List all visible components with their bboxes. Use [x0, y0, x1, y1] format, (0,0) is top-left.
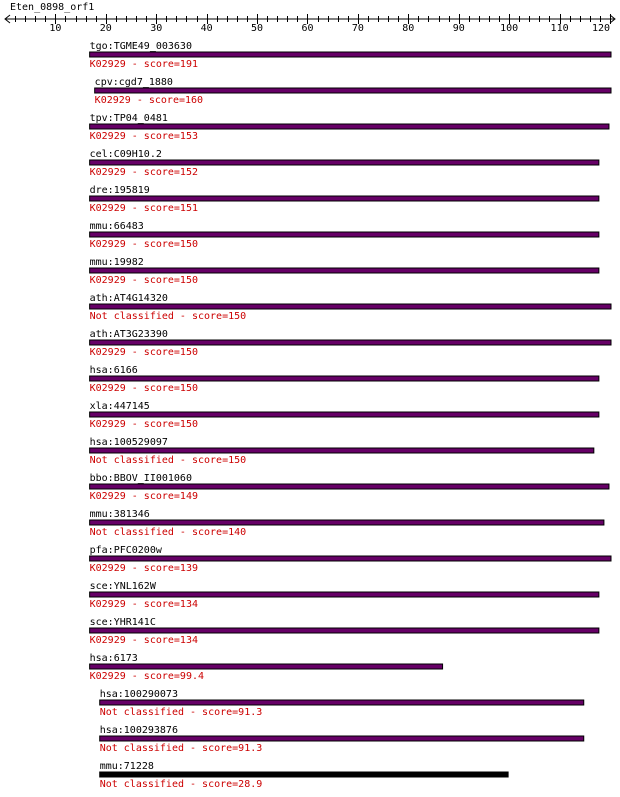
hit-score-label: Not classified - score=28.9 — [99, 779, 263, 790]
hit-bar[interactable] — [100, 700, 584, 705]
hit-bar[interactable] — [90, 376, 599, 381]
hit-name[interactable]: mmu:71228 — [99, 761, 154, 772]
hit-name[interactable]: hsa:100290073 — [99, 689, 178, 700]
hit-score-label: Not classified - score=150 — [89, 455, 247, 466]
hit-name[interactable]: pfa:PFC0200w — [89, 545, 162, 556]
hit-row[interactable] — [90, 581, 599, 610]
hit-score-label: Not classified - score=91.3 — [99, 743, 263, 754]
ruler-tick-label: 110 — [550, 23, 569, 34]
hit-score-label: Not classified - score=150 — [89, 311, 247, 322]
hit-row[interactable] — [90, 365, 599, 394]
hit-bar[interactable] — [90, 160, 599, 165]
hit-name[interactable]: hsa:100529097 — [89, 437, 168, 448]
hit-bar[interactable] — [95, 88, 611, 93]
hit-name[interactable]: dre:195819 — [89, 185, 150, 196]
hit-name[interactable]: hsa:6166 — [89, 365, 138, 376]
hit-score-label: K02929 - score=150 — [89, 275, 199, 286]
hit-bar[interactable] — [90, 196, 599, 201]
diagram-title: Eten_0898_orf1 — [10, 2, 95, 13]
hit-row[interactable] — [90, 473, 609, 502]
hit-bar[interactable] — [90, 520, 604, 525]
hit-row[interactable] — [90, 509, 604, 538]
hit-row[interactable] — [100, 725, 584, 754]
hit-bar[interactable] — [100, 736, 584, 741]
hit-name[interactable]: bbo:BBOV_II001060 — [89, 473, 192, 484]
hit-score-label: K02929 - score=150 — [89, 419, 199, 430]
ruler-tick-label: 10 — [49, 23, 62, 34]
hit-row[interactable] — [100, 761, 508, 790]
hit-row[interactable] — [90, 545, 611, 574]
ruler-tick-label: 100 — [500, 23, 519, 34]
hit-row[interactable] — [90, 113, 609, 142]
hit-bar[interactable] — [90, 124, 609, 129]
hit-name[interactable]: hsa:6173 — [89, 653, 138, 664]
hit-score-label: K02929 - score=153 — [89, 131, 199, 142]
ruler-tick-label: 90 — [452, 23, 465, 34]
hit-bar[interactable] — [90, 628, 599, 633]
hit-score-label: K02929 - score=150 — [89, 347, 199, 358]
hit-row[interactable] — [90, 185, 599, 214]
hit-score-label: K02929 - score=139 — [89, 563, 199, 574]
hit-bar[interactable] — [90, 52, 611, 57]
hit-score-label: K02929 - score=191 — [89, 59, 199, 70]
hit-name[interactable]: tgo:TGME49_003630 — [89, 41, 192, 52]
hit-row[interactable] — [95, 77, 611, 106]
hit-bar[interactable] — [90, 340, 611, 345]
hit-bar[interactable] — [90, 664, 443, 669]
ruler-tick-label: 80 — [402, 23, 415, 34]
hit-row[interactable] — [90, 653, 443, 682]
hit-bar[interactable] — [90, 412, 599, 417]
ruler-tick-label: 30 — [150, 23, 163, 34]
hit-row[interactable] — [90, 617, 599, 646]
ruler-tick-label: 20 — [99, 23, 112, 34]
hit-bar[interactable] — [90, 484, 609, 489]
hit-name[interactable]: xla:447145 — [89, 401, 150, 412]
hit-row[interactable] — [90, 293, 611, 322]
hit-score-label: K02929 - score=151 — [89, 203, 199, 214]
hit-name[interactable]: mmu:381346 — [89, 509, 150, 520]
hit-name[interactable]: sce:YNL162W — [89, 581, 156, 592]
hit-name[interactable]: tpv:TP04_0481 — [89, 113, 168, 124]
hit-bar[interactable] — [90, 268, 599, 273]
hit-bar[interactable] — [90, 232, 599, 237]
hit-name[interactable]: mmu:19982 — [89, 257, 144, 268]
hit-row[interactable] — [90, 41, 611, 70]
hit-name[interactable]: ath:AT3G23390 — [89, 329, 168, 340]
ruler-tick-label: 60 — [301, 23, 314, 34]
position-ruler — [5, 14, 615, 34]
hit-row[interactable] — [90, 149, 599, 178]
hit-row[interactable] — [90, 401, 599, 430]
ruler-tick-label: 50 — [251, 23, 264, 34]
hit-score-label: K02929 - score=99.4 — [89, 671, 205, 682]
hit-score-label: K02929 - score=149 — [89, 491, 199, 502]
hit-score-label: K02929 - score=134 — [89, 635, 199, 646]
hit-row[interactable] — [90, 221, 599, 250]
hit-row[interactable] — [90, 437, 594, 466]
hit-row[interactable] — [90, 329, 611, 358]
hit-row[interactable] — [90, 257, 599, 286]
ruler-tick-labels — [49, 23, 610, 34]
hit-name[interactable]: hsa:100293876 — [99, 725, 178, 736]
hit-score-label: Not classified - score=91.3 — [99, 707, 263, 718]
hit-name[interactable]: mmu:66483 — [89, 221, 144, 232]
hit-score-label: K02929 - score=134 — [89, 599, 199, 610]
hit-score-label: K02929 - score=160 — [94, 95, 204, 106]
hit-bar[interactable] — [100, 772, 508, 777]
hit-bar[interactable] — [90, 592, 599, 597]
hit-name[interactable]: cel:C09H10.2 — [89, 149, 162, 160]
hit-bar[interactable] — [90, 556, 611, 561]
ruler-tick-label: 120 — [591, 23, 610, 34]
hit-score-label: Not classified - score=140 — [89, 527, 247, 538]
hit-name[interactable]: cpv:cgd7_1880 — [94, 77, 173, 88]
hit-score-label: K02929 - score=150 — [89, 383, 199, 394]
hit-score-label: K02929 - score=150 — [89, 239, 199, 250]
hit-name[interactable]: sce:YHR141C — [89, 617, 156, 628]
hit-row[interactable] — [100, 689, 584, 718]
hit-bar[interactable] — [90, 304, 611, 309]
ruler-tick-label: 40 — [200, 23, 213, 34]
hit-name[interactable]: ath:AT4G14320 — [89, 293, 168, 304]
hit-list — [90, 41, 611, 790]
ruler-tick-label: 70 — [351, 23, 364, 34]
hit-bar[interactable] — [90, 448, 594, 453]
hit-score-label: K02929 - score=152 — [89, 167, 199, 178]
